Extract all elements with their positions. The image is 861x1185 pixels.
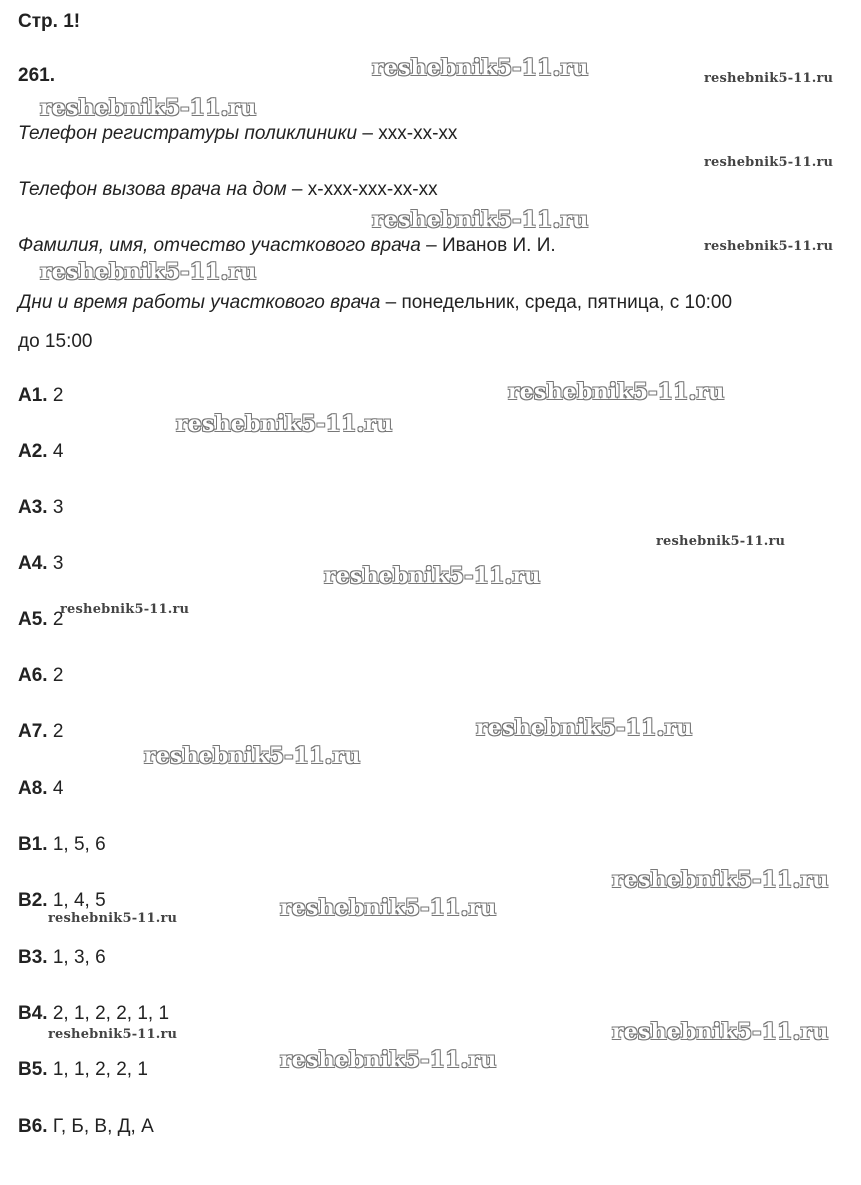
answer-key: В3. (18, 947, 48, 968)
info-label: Телефон регистратуры поликлиники (18, 123, 358, 144)
info-separator: – (420, 235, 442, 256)
answer-key: А3. (18, 497, 48, 518)
watermark: reshebnik5-11.ru (40, 95, 257, 121)
answer-b1 (18, 834, 106, 856)
answer-key: А7. (18, 721, 48, 742)
answer-b4 (18, 1003, 169, 1025)
answer-a7 (18, 721, 63, 743)
watermark: reshebnik5-11.ru (280, 1047, 497, 1073)
answer-a2 (18, 441, 63, 463)
info-separator: – (286, 179, 308, 200)
info-label: Фамилия, имя, отчество участкового врача (18, 235, 421, 256)
page-label: Стр. 1! (18, 11, 81, 32)
watermark: reshebnik5-11.ru (476, 715, 693, 741)
answer-value: 4 (52, 441, 64, 462)
info-value: Иванов И. И. (441, 235, 556, 256)
watermark: reshebnik5-11.ru (48, 911, 178, 926)
answer-value: 3 (52, 497, 64, 518)
answer-key: В6. (18, 1116, 48, 1137)
answer-a6 (18, 665, 63, 687)
answer-key: В2. (18, 890, 48, 911)
answer-key: А2. (18, 441, 48, 462)
answer-value: 3 (52, 553, 64, 574)
task-number: 261. (18, 65, 55, 86)
answer-b5 (18, 1059, 148, 1081)
watermark: reshebnik5-11.ru (372, 207, 589, 233)
answer-value: 2 (52, 609, 64, 630)
info-line-schedule-continuation: до 15:00 (18, 331, 93, 352)
answer-value: 1, 1, 2, 2, 1 (52, 1059, 148, 1080)
watermark: reshebnik5-11.ru (48, 1027, 178, 1042)
watermark: reshebnik5-11.ru (612, 1019, 829, 1045)
info-value: понедельник, среда, пятница, с 10:00 (401, 292, 733, 313)
info-value: xxx-xx-xx (378, 123, 458, 144)
watermark: reshebnik5-11.ru (656, 534, 786, 549)
info-separator: – (357, 123, 379, 144)
answer-b3 (18, 947, 106, 969)
answer-key: В4. (18, 1003, 48, 1024)
answer-a5 (18, 609, 63, 631)
answer-value: 2, 1, 2, 2, 1, 1 (52, 1003, 170, 1024)
answer-b2 (18, 890, 106, 912)
watermark: reshebnik5-11.ru (60, 602, 190, 617)
answer-a3 (18, 497, 63, 519)
info-label: Дни и время работы участкового врача (18, 292, 381, 313)
watermark: reshebnik5-11.ru (704, 239, 834, 254)
answer-value: 2 (52, 665, 64, 686)
answer-key: А4. (18, 553, 48, 574)
watermark: reshebnik5-11.ru (324, 563, 541, 589)
answer-b6 (18, 1116, 154, 1138)
info-line-schedule (18, 292, 732, 314)
answer-key: А8. (18, 778, 48, 799)
watermark: reshebnik5-11.ru (372, 55, 589, 81)
answer-value: Г, Б, В, Д, А (52, 1116, 154, 1137)
answer-a8 (18, 778, 63, 800)
answer-value: 2 (52, 385, 64, 406)
watermark: reshebnik5-11.ru (704, 71, 834, 86)
watermark: reshebnik5-11.ru (280, 895, 497, 921)
answer-value: 1, 5, 6 (52, 834, 106, 855)
info-separator: – (380, 292, 402, 313)
watermark: reshebnik5-11.ru (704, 155, 834, 170)
watermark: reshebnik5-11.ru (176, 411, 393, 437)
watermark: reshebnik5-11.ru (40, 259, 257, 285)
answer-value: 4 (52, 778, 64, 799)
watermark: reshebnik5-11.ru (144, 743, 361, 769)
answer-value: 1, 3, 6 (52, 947, 106, 968)
info-line-doctor-name (18, 235, 556, 257)
answer-key: А6. (18, 665, 48, 686)
answer-value: 1, 4, 5 (52, 890, 106, 911)
answer-key: А1. (18, 385, 48, 406)
info-value: x-xxx-xxx-xx-xx (307, 179, 438, 200)
answer-key: В5. (18, 1059, 48, 1080)
watermark: reshebnik5-11.ru (612, 867, 829, 893)
info-line-registry (18, 123, 457, 145)
answer-a1 (18, 385, 63, 407)
answer-a4 (18, 553, 63, 575)
answer-value: 2 (52, 721, 64, 742)
answer-key: А5. (18, 609, 48, 630)
answer-key: В1. (18, 834, 48, 855)
info-line-home-call (18, 179, 438, 201)
info-label: Телефон вызова врача на дом (18, 179, 287, 200)
watermark: reshebnik5-11.ru (508, 379, 725, 405)
